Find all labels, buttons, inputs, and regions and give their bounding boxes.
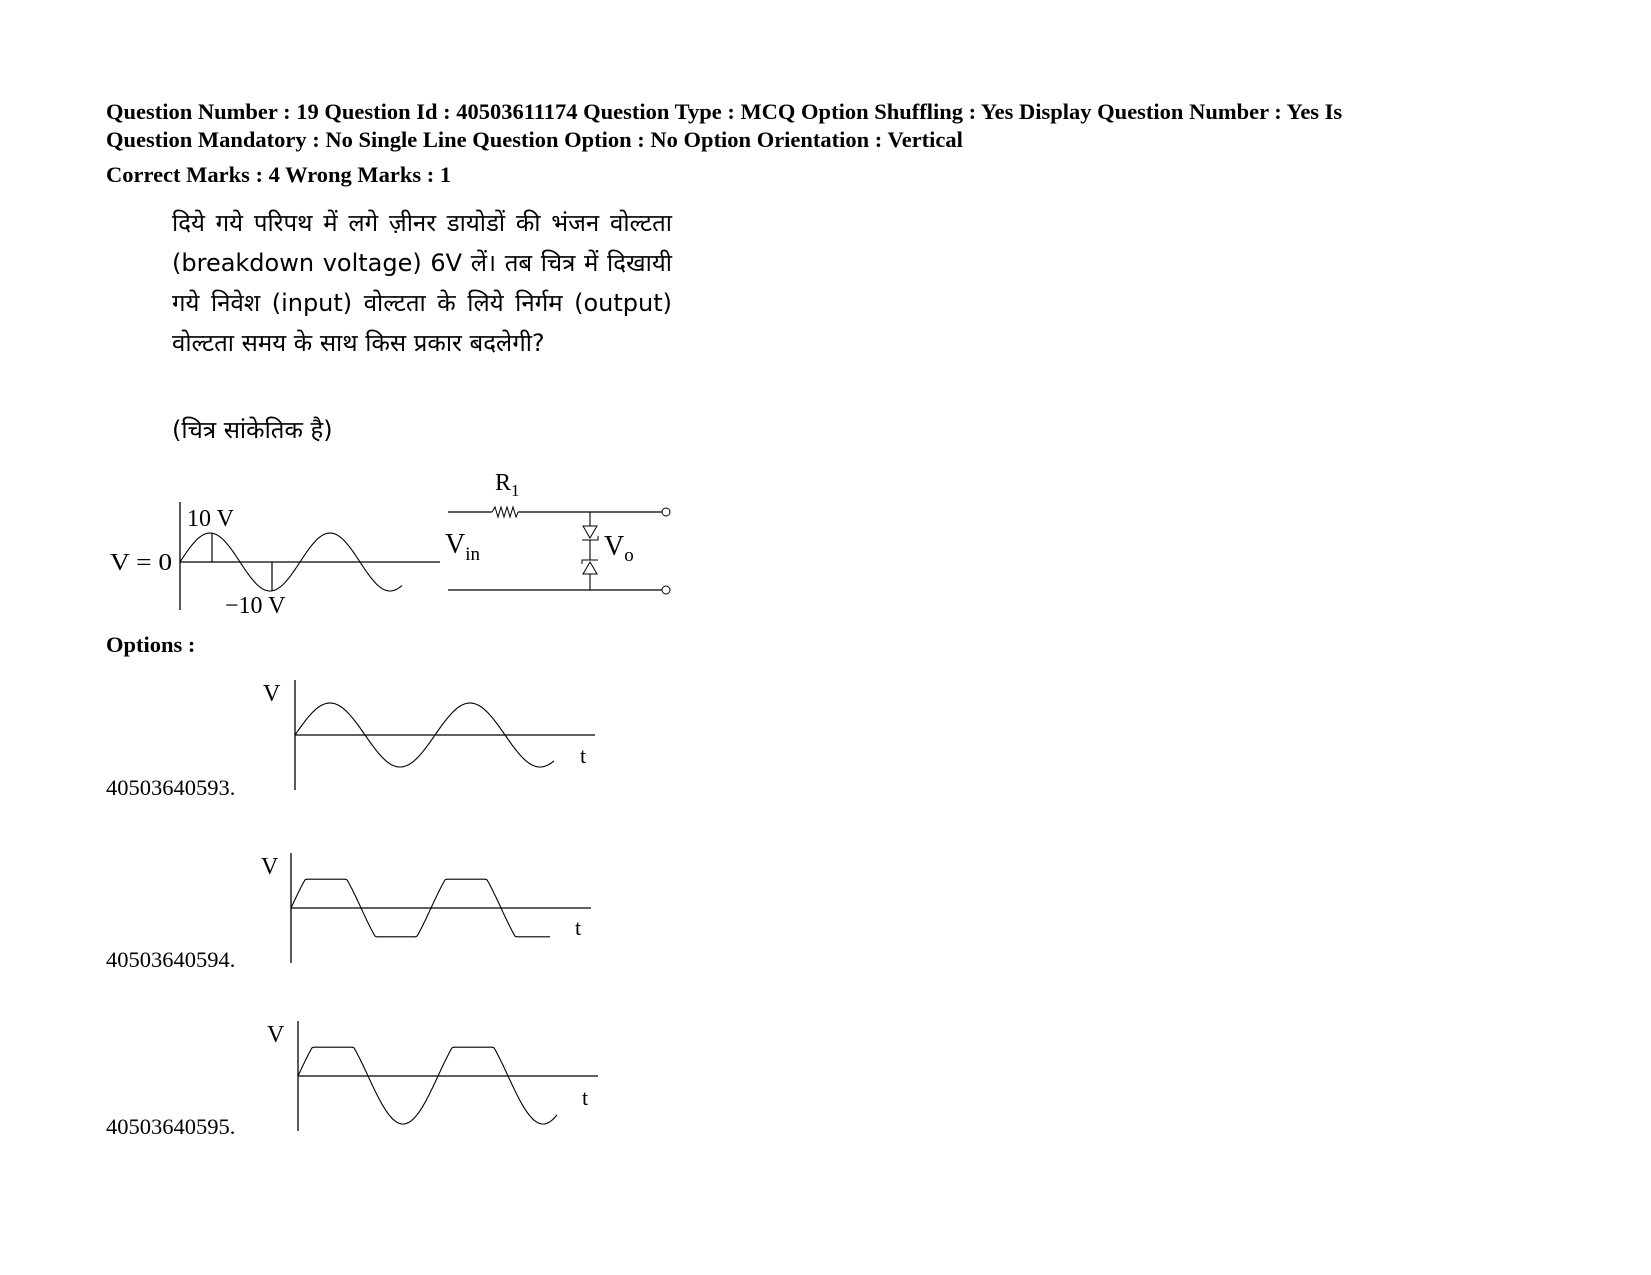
zero-label: V = 0 — [110, 550, 172, 576]
output-terminal-bottom — [662, 586, 670, 594]
output-voltage-label: $V_o$ — [604, 531, 634, 566]
resistor-r1 — [492, 507, 518, 517]
peak-label: 10 V — [187, 506, 234, 532]
option-3-id[interactable]: 40503640595. — [106, 1114, 236, 1139]
input-voltage-label: $V_{in}$ — [445, 529, 481, 565]
option-3-graph[interactable] — [255, 1016, 595, 1141]
option-2-id[interactable]: 40503640594. — [106, 947, 236, 972]
option-3-waveform — [298, 1047, 557, 1124]
figure-note: (चित्र सांकेतिक है) — [172, 416, 333, 444]
option-1-graph[interactable] — [255, 675, 595, 800]
question-meta-line-1: Question Number : 19 Question Id : 40503611174 Question Type : MCQ Option Shuffling : Yes Display Question Number : Yes Is — [106, 99, 1343, 124]
option-1-id[interactable]: 40503640593. — [106, 775, 236, 800]
x-axis-label: t — [580, 743, 587, 768]
options-label: Options : — [106, 632, 196, 657]
output-terminal-top — [662, 508, 670, 516]
zener-circuit-figure — [440, 460, 670, 610]
y-axis-label: V — [267, 1022, 285, 1048]
input-waveform-figure — [100, 490, 440, 620]
question-text: दिये गये परिपथ में लगे ज़ीनर डायोडों की भंजन वोल्टता (breakdown voltage) 6V लें। तब चित्र में दिखायी गये निवेश (input) वोल्टता के लिये निर्गम (output) वोल्टता समय के साथ किस प्रकार बदलेगी? — [172, 209, 672, 357]
y-axis-label: V — [261, 854, 279, 880]
marks-line: Correct Marks : 4 Wrong Marks : 1 — [106, 162, 452, 187]
zener-diode-lower — [583, 562, 597, 574]
x-axis-label: t — [582, 1085, 589, 1110]
trough-label: −10 V — [225, 593, 286, 619]
question-meta-line-2: Question Mandatory : No Single Line Question Option : No Option Orientation : Vertical — [106, 127, 963, 152]
option-2-graph[interactable] — [255, 848, 595, 973]
x-axis-label: t — [575, 915, 582, 940]
y-axis-label: V — [263, 681, 281, 707]
resistor-label: $R_1$ — [495, 470, 520, 500]
zener-diode-upper — [583, 526, 597, 538]
